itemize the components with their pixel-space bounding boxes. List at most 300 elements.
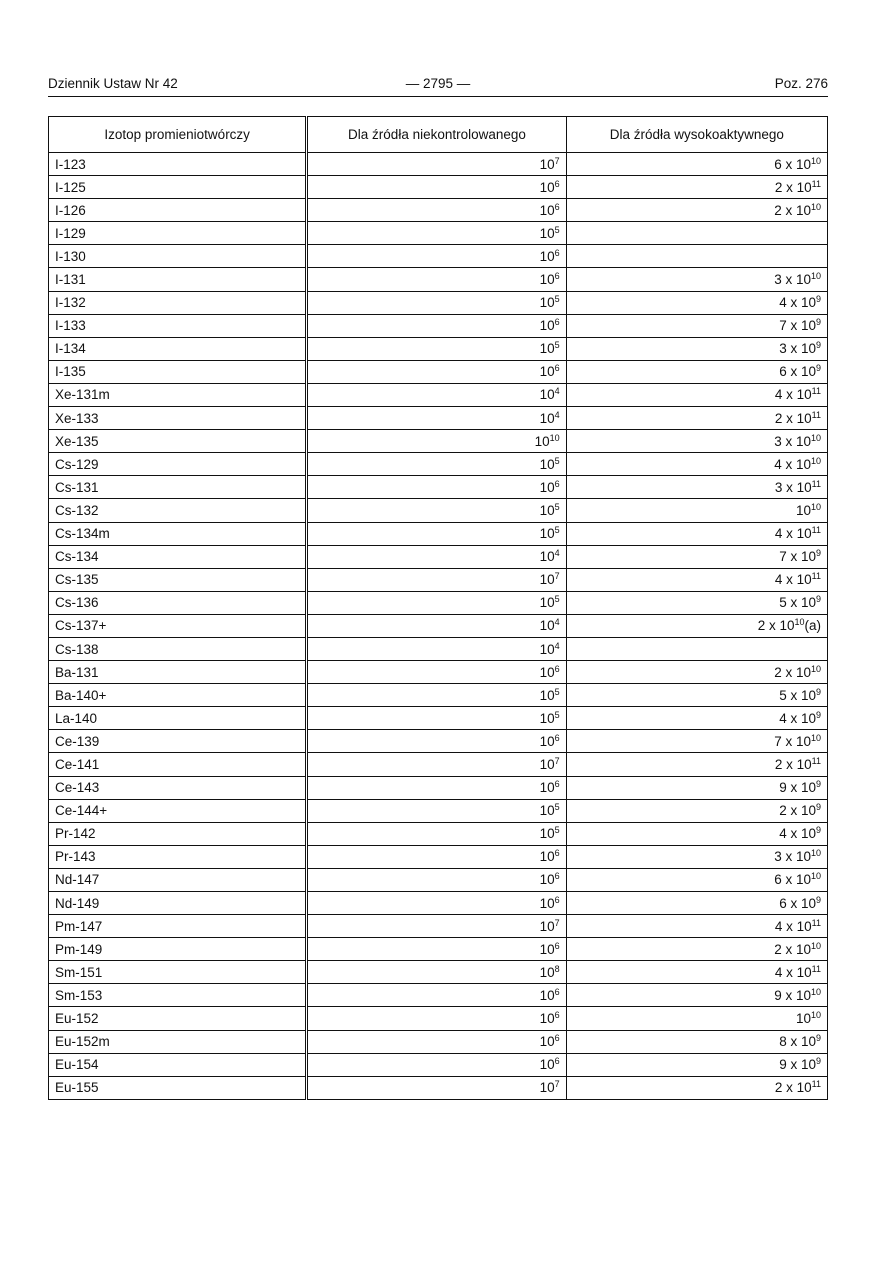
value-exponent: 11 [811,178,821,189]
high-activity-source-cell [566,499,827,522]
value-base: 10 [539,710,555,726]
value-base: 10 [539,479,555,495]
isotope-cell: Cs-131 [49,476,306,499]
value-exponent: 10 [810,271,821,282]
uncontrolled-source-cell [308,637,566,660]
high-activity-source-cell [566,360,827,383]
value-exponent: 4 [554,548,560,559]
table-row [49,222,828,245]
isotope-cell: Ba-131 [49,661,306,684]
high-activity-source-cell [566,961,827,984]
value-base: 10 [795,733,811,749]
uncontrolled-source-cell [308,314,566,337]
isotope-cell: Cs-134 [49,545,306,568]
value-base: 10 [539,964,555,980]
isotope-cell: Ba-140+ [49,684,306,707]
value-coefficient: 4 x [774,572,797,588]
value-exponent: 6 [554,1010,560,1021]
value-exponent: 5 [554,340,560,351]
value-exponent: 9 [815,340,821,351]
table-row [49,961,828,984]
table-row [49,915,828,938]
uncontrolled-source-cell [308,1053,566,1076]
value-exponent: 10 [810,432,821,443]
value-exponent: 6 [554,363,560,374]
high-activity-source-cell [566,614,827,637]
value-exponent: 10 [810,940,821,951]
isotope-cell: I-135 [49,360,306,383]
value-exponent: 5 [554,501,560,512]
high-activity-source-cell [566,753,827,776]
value-exponent: 5 [554,525,560,536]
value-base: 10 [800,295,816,311]
isotope-cell: Cs-134m [49,522,306,545]
high-activity-source-cell [566,661,827,684]
table-row [49,337,828,360]
value-base: 10 [539,295,555,311]
high-activity-source-cell [566,291,827,314]
isotope-cell: I-132 [49,291,306,314]
isotope-cell: Cs-136 [49,591,306,614]
value-base: 10 [800,826,816,842]
table-row [49,383,828,406]
value-coefficient: 3 x [774,433,796,449]
isotope-cell: I-133 [49,314,306,337]
high-activity-source-cell [566,730,827,753]
value-exponent: 9 [815,686,821,697]
value-exponent: 9 [815,317,821,328]
uncontrolled-source-cell [308,822,566,845]
value-exponent: 10 [794,617,805,628]
table-row [49,684,828,707]
high-activity-source-cell [566,568,827,591]
value-exponent: 9 [815,1033,821,1044]
table-row [49,522,828,545]
value-exponent: 5 [554,709,560,720]
high-activity-source-cell [566,684,827,707]
uncontrolled-source-cell [308,476,566,499]
high-activity-source-cell [566,1053,827,1076]
value-coefficient: 2 x [774,941,796,957]
value-exponent: 10 [810,155,821,166]
uncontrolled-source-cell [308,430,566,453]
high-activity-source-cell [566,707,827,730]
high-activity-source-cell [566,892,827,915]
table-row [49,845,828,868]
high-activity-source-cell [566,199,827,222]
value-base: 10 [539,664,555,680]
value-exponent: 11 [811,409,821,420]
value-base: 10 [539,780,555,796]
value-coefficient: 5 x [779,595,801,611]
value-exponent: 10 [549,432,560,443]
value-coefficient: 8 x [779,1034,801,1050]
value-base: 10 [795,456,811,472]
high-activity-source-cell [566,337,827,360]
value-coefficient: 4 x [779,295,801,311]
value-coefficient: 4 x [774,456,796,472]
isotope-cell: Xe-135 [49,430,306,453]
uncontrolled-source-cell [308,337,566,360]
value-base: 10 [795,987,811,1003]
value-exponent: 10 [810,871,821,882]
value-exponent: 11 [811,478,821,489]
uncontrolled-source-cell [308,1076,566,1099]
column-header-isotope: Izotop promieniotwórczy [49,117,306,153]
isotope-cell: I-125 [49,176,306,199]
value-coefficient: 2 x [779,803,801,819]
value-coefficient: 2 x [774,410,797,426]
high-activity-source-cell [566,591,827,614]
value-exponent: 10 [810,732,821,743]
value-exponent: 11 [811,571,821,582]
value-exponent: 11 [811,963,821,974]
position-number: Poz. 276 [774,76,828,91]
high-activity-source-cell [566,314,827,337]
uncontrolled-source-cell [308,1007,566,1030]
uncontrolled-source-cell [308,684,566,707]
isotope-cell: Cs-138 [49,637,306,660]
value-base: 10 [534,433,550,449]
value-base: 10 [795,1011,811,1027]
table-row [49,453,828,476]
value-exponent: 5 [554,455,560,466]
value-coefficient: 7 x [779,549,801,565]
value-exponent: 5 [554,294,560,305]
uncontrolled-source-cell [308,915,566,938]
high-activity-source-cell [566,268,827,291]
table-row [49,637,828,660]
isotope-cell: I-123 [49,153,306,176]
value-exponent: 5 [554,686,560,697]
value-base: 10 [795,433,811,449]
uncontrolled-source-cell [308,776,566,799]
isotope-cell: Cs-132 [49,499,306,522]
table-row [49,430,828,453]
isotope-cell: Pm-147 [49,915,306,938]
value-exponent: 6 [554,894,560,905]
value-base: 10 [539,803,555,819]
value-exponent: 4 [554,640,560,651]
value-coefficient: 4 x [774,526,797,542]
value-base: 10 [539,272,555,288]
value-exponent: 10 [810,455,821,466]
value-base: 10 [779,618,795,634]
uncontrolled-source-cell [308,199,566,222]
table-row [49,730,828,753]
value-base: 10 [795,872,811,888]
isotope-cell: I-130 [49,245,306,268]
uncontrolled-source-cell [308,176,566,199]
value-coefficient: 5 x [779,687,801,703]
value-exponent: 9 [815,779,821,790]
value-base: 10 [800,710,816,726]
uncontrolled-source-cell [308,453,566,476]
table-row [49,799,828,822]
value-coefficient: 6 x [779,364,801,380]
isotope-cell: Xe-133 [49,407,306,430]
value-base: 10 [800,1034,816,1050]
value-note: (a) [804,618,821,634]
table-row [49,268,828,291]
value-exponent: 5 [554,224,560,235]
value-exponent: 9 [815,363,821,374]
value-base: 10 [796,387,812,403]
value-exponent: 10 [810,1010,821,1021]
table-row [49,568,828,591]
uncontrolled-source-cell [308,961,566,984]
value-exponent: 9 [815,594,821,605]
isotope-cell: Nd-149 [49,892,306,915]
value-exponent: 6 [554,732,560,743]
uncontrolled-source-cell [308,545,566,568]
value-base: 10 [539,733,555,749]
value-base: 10 [539,1080,555,1096]
value-exponent: 11 [811,1079,821,1090]
isotope-cell: I-129 [49,222,306,245]
table-row [49,1053,828,1076]
uncontrolled-source-cell [308,661,566,684]
value-exponent: 5 [554,594,560,605]
table-row [49,291,828,314]
value-coefficient: 3 x [779,341,801,357]
value-coefficient: 2 x [774,664,796,680]
value-base: 10 [795,849,811,865]
value-base: 10 [539,549,555,565]
high-activity-source-cell [566,637,827,660]
value-base: 10 [795,664,811,680]
table-row [49,1076,828,1099]
value-base: 10 [539,641,555,657]
uncontrolled-source-cell [308,938,566,961]
value-exponent: 9 [815,894,821,905]
value-exponent: 6 [554,478,560,489]
table-row [49,245,828,268]
table-row [49,892,828,915]
value-coefficient: 6 x [774,156,796,172]
high-activity-source-cell [566,383,827,406]
isotope-cell: Ce-139 [49,730,306,753]
value-base: 10 [539,895,555,911]
table-row [49,822,828,845]
value-base: 10 [800,1057,816,1073]
value-exponent: 7 [554,917,560,928]
isotope-cell: I-131 [49,268,306,291]
uncontrolled-source-cell [308,799,566,822]
value-coefficient: 2 x [774,179,797,195]
high-activity-source-cell [566,1007,827,1030]
uncontrolled-source-cell [308,845,566,868]
table-row [49,753,828,776]
value-exponent: 6 [554,271,560,282]
uncontrolled-source-cell [308,753,566,776]
value-base: 10 [539,341,555,357]
value-coefficient: 4 x [774,918,797,934]
value-exponent: 11 [811,917,821,928]
high-activity-source-cell [566,522,827,545]
value-base: 10 [800,780,816,796]
high-activity-source-cell [566,245,827,268]
journal-title: Dziennik Ustaw Nr 42 [48,76,178,91]
value-exponent: 6 [554,848,560,859]
isotope-table [48,116,828,1100]
uncontrolled-source-cell [308,522,566,545]
value-base: 10 [795,941,811,957]
high-activity-source-cell [566,776,827,799]
value-base: 10 [539,318,555,334]
value-base: 10 [539,826,555,842]
uncontrolled-source-cell [308,892,566,915]
table-header-row [49,117,828,153]
high-activity-source-cell [566,545,827,568]
value-exponent: 4 [554,409,560,420]
isotope-cell: La-140 [49,707,306,730]
value-exponent: 9 [815,1056,821,1067]
isotope-cell: Eu-154 [49,1053,306,1076]
table-row [49,176,828,199]
table-row [49,661,828,684]
high-activity-source-cell [566,1030,827,1053]
value-coefficient: 6 x [779,895,801,911]
value-base: 10 [539,1057,555,1073]
value-base: 10 [795,156,811,172]
uncontrolled-source-cell [308,499,566,522]
value-base: 10 [539,179,555,195]
value-exponent: 4 [554,386,560,397]
table-row [49,1007,828,1030]
uncontrolled-source-cell [308,868,566,891]
table-row [49,499,828,522]
isotope-cell: Eu-155 [49,1076,306,1099]
uncontrolled-source-cell [308,291,566,314]
value-base: 10 [800,549,816,565]
value-coefficient: 2 x [757,618,780,634]
value-exponent: 5 [554,825,560,836]
table-body [49,153,828,1100]
value-coefficient: 3 x [774,849,796,865]
high-activity-source-cell [566,1076,827,1099]
isotope-cell: Ce-144+ [49,799,306,822]
table-row [49,407,828,430]
value-base: 10 [539,918,555,934]
uncontrolled-source-cell [308,360,566,383]
value-exponent: 7 [554,1079,560,1090]
value-base: 10 [796,964,812,980]
value-base: 10 [539,225,555,241]
value-exponent: 8 [554,963,560,974]
value-base: 10 [796,526,812,542]
value-base: 10 [539,526,555,542]
value-coefficient: 3 x [774,479,797,495]
uncontrolled-source-cell [308,707,566,730]
page-header [48,74,828,97]
isotope-cell: Pm-149 [49,938,306,961]
isotope-cell: Cs-135 [49,568,306,591]
value-coefficient: 2 x [774,202,796,218]
value-exponent: 10 [810,848,821,859]
uncontrolled-source-cell [308,153,566,176]
value-base: 10 [539,248,555,264]
high-activity-source-cell [566,476,827,499]
value-exponent: 10 [810,501,821,512]
table-row [49,591,828,614]
value-base: 10 [539,849,555,865]
uncontrolled-source-cell [308,568,566,591]
value-base: 10 [539,618,555,634]
value-coefficient: 6 x [774,872,796,888]
isotope-cell: Eu-152 [49,1007,306,1030]
value-exponent: 4 [554,617,560,628]
table-row [49,314,828,337]
value-exponent: 9 [815,294,821,305]
high-activity-source-cell [566,153,827,176]
table-row [49,776,828,799]
value-base: 10 [800,803,816,819]
value-base: 10 [539,156,555,172]
isotope-cell: Sm-153 [49,984,306,1007]
value-base: 10 [796,410,812,426]
high-activity-source-cell [566,915,827,938]
value-base: 10 [539,1034,555,1050]
value-base: 10 [795,502,811,518]
uncontrolled-source-cell [308,1030,566,1053]
value-base: 10 [539,202,555,218]
value-exponent: 6 [554,940,560,951]
value-coefficient: 4 x [774,964,797,980]
uncontrolled-source-cell [308,614,566,637]
value-exponent: 5 [554,802,560,813]
table-row [49,868,828,891]
value-exponent: 11 [811,755,821,766]
isotope-cell: I-134 [49,337,306,360]
value-coefficient: 7 x [774,733,796,749]
value-exponent: 9 [815,709,821,720]
isotope-cell: Pr-143 [49,845,306,868]
value-base: 10 [796,918,812,934]
high-activity-source-cell [566,868,827,891]
table-row [49,1030,828,1053]
value-base: 10 [539,456,555,472]
value-exponent: 9 [815,802,821,813]
high-activity-source-cell [566,222,827,245]
value-base: 10 [539,502,555,518]
value-base: 10 [539,1011,555,1027]
value-base: 10 [539,687,555,703]
isotope-cell: Cs-129 [49,453,306,476]
high-activity-source-cell [566,453,827,476]
value-coefficient: 9 x [779,780,801,796]
uncontrolled-source-cell [308,730,566,753]
high-activity-source-cell [566,176,827,199]
value-coefficient: 2 x [774,1080,797,1096]
value-exponent: 9 [815,548,821,559]
isotope-cell: Cs-137+ [49,614,306,637]
value-base: 10 [796,756,812,772]
uncontrolled-source-cell [308,984,566,1007]
value-base: 10 [800,595,816,611]
table-row [49,984,828,1007]
high-activity-source-cell [566,984,827,1007]
value-exponent: 7 [554,571,560,582]
table-row [49,360,828,383]
value-coefficient: 2 x [774,756,797,772]
value-exponent: 6 [554,201,560,212]
value-exponent: 6 [554,986,560,997]
table-row [49,199,828,222]
value-base: 10 [539,872,555,888]
high-activity-source-cell [566,938,827,961]
value-exponent: 6 [554,178,560,189]
